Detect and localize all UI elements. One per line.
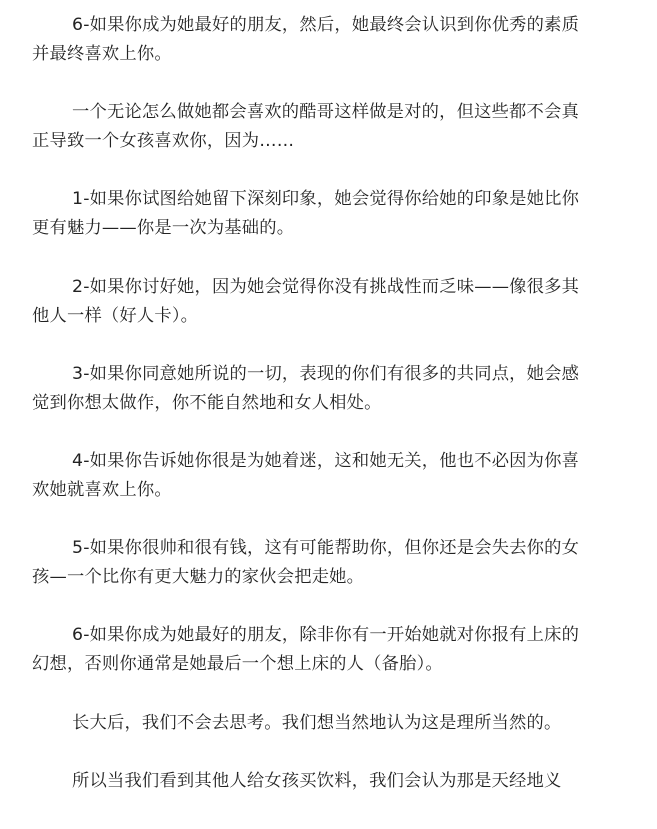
text-line: 欢她就喜欢上你。 bbox=[32, 480, 172, 500]
text-line: 更有魅力——你是一次为基础的。 bbox=[32, 218, 295, 238]
paragraph bbox=[52, 709, 612, 738]
text-line: 所以当我们看到其他人给女孩买饮料，我们会认为那是天经地义 bbox=[72, 771, 562, 791]
text-line: 一个无论怎么做她都会喜欢的酷哥这样做是对的，但这些都不会真 bbox=[72, 102, 579, 122]
text-line: 并最终喜欢上你。 bbox=[32, 44, 172, 64]
text-line: 4-如果你告诉她你很是为她着迷，这和她无关，他也不必因为你喜 bbox=[72, 451, 580, 471]
paragraph bbox=[32, 360, 612, 418]
paragraph bbox=[32, 185, 612, 243]
text-line: 觉到你想太做作，你不能自然地和女人相处。 bbox=[32, 393, 382, 413]
text-line: 1-如果你试图给她留下深刻印象，她会觉得你给她的印象是她比你 bbox=[72, 189, 580, 209]
paragraph bbox=[32, 534, 612, 592]
text-line: 孩—一个比你有更大魅力的家伙会把走她。 bbox=[32, 567, 365, 587]
paragraph bbox=[32, 98, 612, 156]
paragraph bbox=[32, 447, 612, 505]
text-line: 3-如果你同意她所说的一切，表现的你们有很多的共同点，她会感 bbox=[72, 364, 580, 384]
text-line: 幻想，否则你通常是她最后一个想上床的人（备胎）。 bbox=[32, 654, 443, 674]
text-line: 他人一样（好人卡）。 bbox=[32, 306, 199, 326]
paragraph bbox=[32, 11, 612, 69]
paragraph bbox=[52, 767, 612, 796]
text-line: 5-如果你很帅和很有钱，这有可能帮助你，但你还是会失去你的女 bbox=[72, 538, 580, 558]
text-line: 正导致一个女孩喜欢你，因为…… bbox=[32, 131, 295, 151]
text-line: 6-如果你成为她最好的朋友，除非你有一开始她就对你报有上床的 bbox=[72, 625, 580, 645]
paragraph bbox=[32, 273, 612, 331]
paragraph bbox=[32, 621, 612, 679]
text-line: 长大后，我们不会去思考。我们想当然地认为这是理所当然的。 bbox=[72, 713, 562, 733]
text-line: 2-如果你讨好她，因为她会觉得你没有挑战性而乏味——像很多其 bbox=[72, 277, 580, 297]
text-line: 6-如果你成为她最好的朋友，然后，她最终会认识到你优秀的素质 bbox=[72, 15, 580, 35]
